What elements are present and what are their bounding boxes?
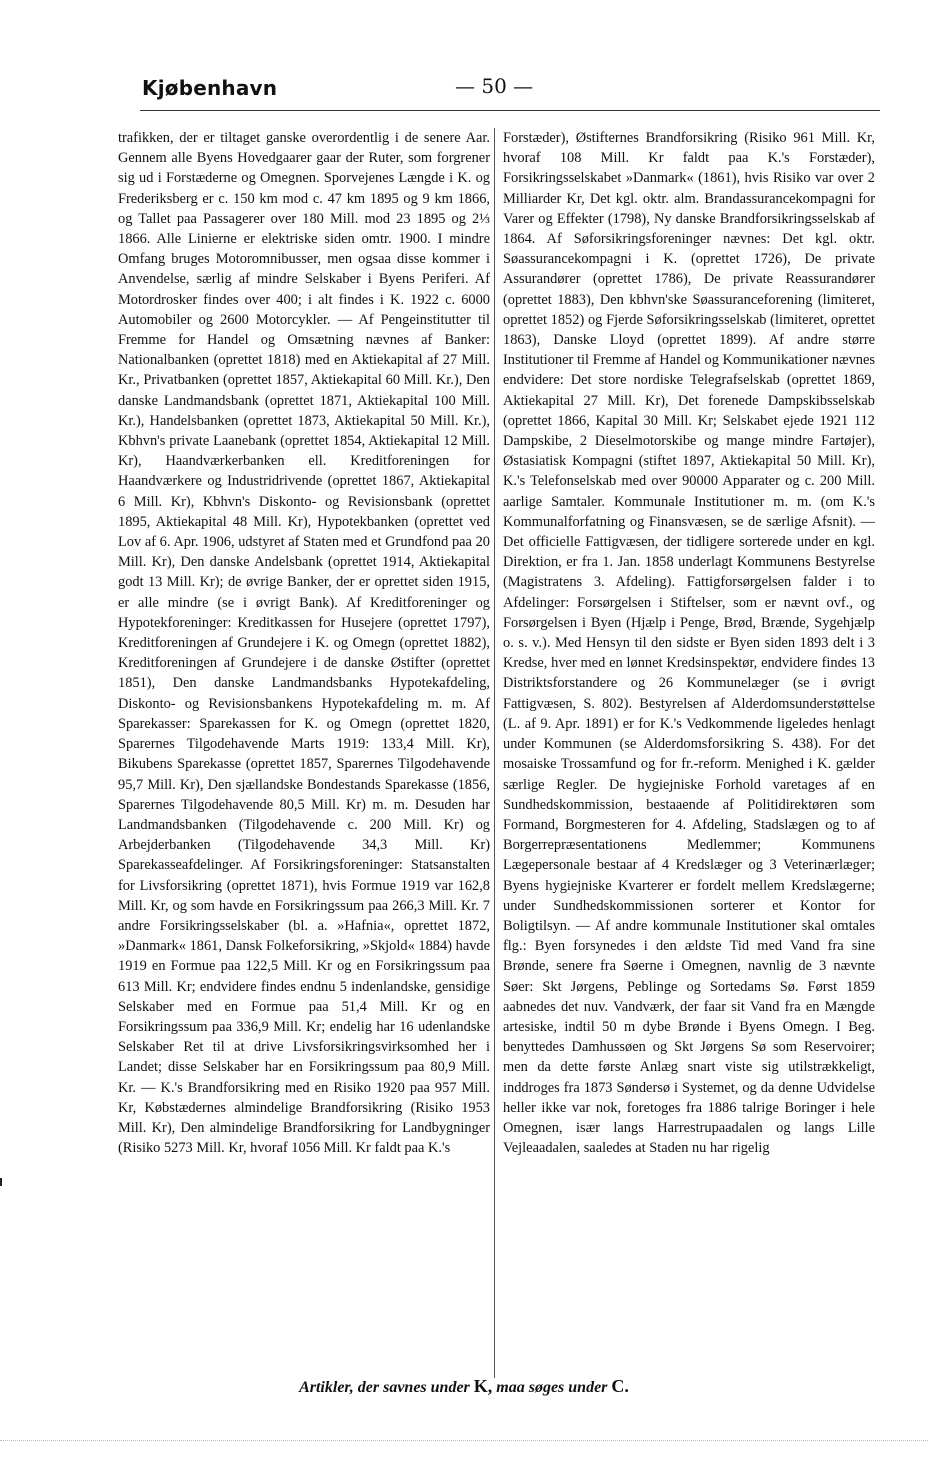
margin-mark	[0, 1178, 2, 1186]
left-column	[118, 128, 490, 1378]
footer-text-2: maa søges under	[496, 1379, 608, 1396]
footer-note	[0, 1376, 928, 1397]
right-column-text: Forstæder), Østifternes Brandforsikring (Risiko 961 Mill. Kr, hvoraf 108 Mill. Kr faldt paa K.'s Forstæder), Forsikringsselskabet »Danmark« (1861), hvis Risiko var over 2 Milliarder Kr, Det kgl. oktr. alm. Brandassurancekompagni for Varer og Effekter (1798), Ny danske Brandforsikringsselskab af 1864. Af Søforsikringsforeninger nævnes: Det kgl. oktr. Søassurancekompagni i K. (oprettet 1726), De private Assurandører (oprettet 1786), De private Reassurandører (oprettet 1883), Den kbhvn'ske Søassuranceforening (limiteret, oprettet 1852) og Fjerde Søforsikringsselskab (limiteret, oprettet 1863), Danske Lloyd (oprettet 1899). Af andre større Institutioner til Fremme af Handel og Kommunikationer nævnes endvidere: Det store nordiske Telegrafselskab (oprettet 1869, Aktiekapital 27 Mill. Kr), Det forenede Dampskibsselskab (oprettet 1866, Kapital 30 Mill. Kr; Selskabet ejede 1921 112 Dampskibe, 2 Dieselmotorskibe og mange mindre Fartøjer), Østasiatisk Kompagni (stiftet 1897, Aktiekapital 50 Mill. Kr), K.'s Telefonselskab med over 90000 Apparater og c. 200 Mill. aarlige Samtaler. Kommunale Institutioner m. m. (om K.'s Kommunalforfatning og Finansvæsen, se de særlige Afsnit). — Det officielle Fattigvæsen, der tidligere sorterede under en kgl. Direktion, er fra 1. Jan. 1858 underlagt Kommunens Bestyrelse (Magistratens 3. Afdeling). Fattigforsørgelsen falder i to Afdelinger: Forsørgelsen i Stiftelser, som er nævnt ovf., og Forsørgelsen i Byen (Hjælp i Penge, Brød, Brænde, Sygehjælp o. s. v.). Med Hensyn til den sidste er Byen siden 1893 delt i 3 Kredse, hver med en lønnet Kredsinspektør, endvidere findes 13 Distriktsforstandere og 26 Kommunelæger (se i øvrigt Fattigvæsen, S. 802). Bestyrelsen af Alderdomsunderstøttelse (L. af 9. Apr. 1891) er for K.'s Vedkommende ligeledes henlagt under Kommunen (se Alderdomsforsikring S. 438). For det mosaiske Trossamfund og for fr.-reform. Menighed i K. gælder særlige Regler. De hygiejniske Forhold varetages af en Sundhedskommission, bestaaende af Politidirektøren som Formand, Borgmesteren for 4. Afdeling, Stadslægen og to af Borgerrepræsentationens Medlemmer; Kommunens Lægepersonale bestaar af 4 Kredslæger og 3 Veterinærlæger; Byens hygiejniske Kvarterer er fordelt mellem Kredslægerne; under Sundhedskommissionen sorterer et Kontor for Boligtilsyn. — Af andre kommunale Institutioner skal omtales flg.: Byen forsynedes i den ældste Tid med Vand fra sine Brønde, senere fra Søerne i Omegnen, navnlig de 3 nævnte Søer: Skt Jørgens, Peblinge og Sortedams Sø. Først 1859 aabnedes det nuv. Vandværk, der faar sit Vand fra en Mængde artesiske, indtil 50 m dybe Brønde i Byens Omegn. I Beg. benyttedes Damhussøen og Skt Jørgens Sø som Reservoirer; men da dette første Anlæg snart viste sig utilstrækkeligt, inddroges fra 1873 Søndersø i Systemet, og da denne Udvidelse heller ikke var nok, foretoges fra 1886 talrige Boringer i hele Omegnen, især langs Harrestrupaadalen og langs Lille Vejleaadalen, saaledes at Staden nu har rigelig	[503, 130, 875, 1157]
footer-text-1: Artikler, der savnes under	[299, 1379, 470, 1396]
footer-letter-c: C.	[611, 1376, 629, 1396]
page-edge-line	[0, 1440, 928, 1441]
left-column-text: trafikken, der er tiltaget ganske overordentlig i de senere Aar. Gennem alle Byens Hovedgaarer gaar der Ruter, som forgrener sig ud i Forstæderne og Omegnen. Sporvejenes Længde i K. og Frederiksberg er c. 150 km mod c. 47 km 1895 og 9 km 1866, og Tallet paa Passagerer over 180 Mill. mod 23 1895 og 2⅓ 1866. Alle Linierne er elektriske siden omtr. 1900. I mindre Omfang bruges Motoromnibusser, men ogsaa disse kommer i Anvendelse, særlig af mindre Selskaber i Byens Periferi. Af Motordrosker findes over 400; i alt findes i K. 1922 c. 6000 Automobiler og 2600 Motorcykler. — Af Pengeinstitutter til Fremme for Handel og Omsætning nævnes af Banker: Nationalbanken (oprettet 1818) med en Aktiekapital af 27 Mill. Kr., Privatbanken (oprettet 1857, Aktiekapital 60 Mill. Kr.), Den danske Landmandsbank (oprettet 1871, Aktiekapital 100 Mill. Kr.), Handelsbanken (oprettet 1873, Aktiekapital 50 Mill. Kr.), Kbhvn's private Laanebank (oprettet 1854, Aktiekapital 12 Mill. Kr), Haandværkerbanken ell. Kreditforeningen for Haandværkere og Industridrivende (oprettet 1867, Aktiekapital 6 Mill. Kr), Kbhvn's Diskonto- og Revisionsbank (oprettet 1895, Aktiekapital 48 Mill. Kr), Hypotekbanken (oprettet ved Lov af 6. Apr. 1906, udstyret af Staten med et Grundfond paa 20 Mill. Kr), Den danske Andelsbank (oprettet 1914, Aktiekapital godt 13 Mill. Kr); de øvrige Banker, der er oprettet siden 1915, er alle mindre (se i øvrigt Bank). Af Kreditforeninger og Hypotekforeninger: Kreditkassen for Husejere (oprettet 1797), Kreditforeningen af Grundejere i K. og Omegn (oprettet 1882), Kreditforeningen af Grundejere i de danske Østifter (oprettet 1851), Den danske Landmandsbanks Hypotekafdeling, Diskonto- og Revisionsbankens Hypotekafdeling m. m. Af Sparekasser: Sparekassen for K. og Omegn (oprettet 1820, Sparernes Tilgodehavende Marts 1919: 133,4 Mill. Kr), Bikubens Sparekasse (oprettet 1857, Sparernes Tilgodehavende 95,7 Mill. Kr), Den sjællandske Bondestands Sparekasse (1856, Sparernes Tilgodehavende 80,5 Mill. Kr) m. m. Desuden har Landmandsbanken (Tilgodehavende c. 200 Mill. Kr) og Arbejderbanken (Tilgodehavende 34,3 Mill. Kr) Sparekasseafdelinger. Af Forsikringsforeninger: Statsanstalten for Livsforsikring (oprettet 1871), hvis Formue 1919 var 162,8 Mill. Kr, og som havde en Forsikringssum paa 266,3 Mill. Kr. 7 andre Forsikringsselskaber (bl. a. »Hafnia«, oprettet 1872, »Danmark« 1861, Dansk Folkeforsikring, »Skjold« 1884) havde 1919 en Formue paa 122,5 Mill. Kr og en Forsikringssum paa 613 Mill. Kr; endvidere findes endnu 5 indenlandske, gensidige Selskaber med en Formue paa 51,4 Mill. Kr og en Forsikringssum paa 336,9 Mill. Kr; endelig har 16 udenlandske Selskaber Ret til at drive Livsforsikringsvirksomhed her i Landet; disse Selskaber har en Forsikringssum paa 80,9 Mill. Kr. — K.'s Brandforsikring med en Risiko 1920 paa 957 Mill. Kr, Købstædernes almindelige Brandforsikring (Risiko 1953 Mill. Kr), Den almindelige Brandforsikring for Landbygninger (Risiko 5273 Mill. Kr, hvoraf 1056 Mill. Kr faldt paa K.'s	[118, 130, 490, 1157]
running-title: Kjøbenhavn	[142, 76, 278, 100]
footer-letter-k: K,	[473, 1376, 493, 1396]
header-rule	[140, 110, 880, 111]
column-divider	[494, 128, 495, 1378]
page-header	[0, 68, 928, 108]
right-column	[503, 128, 875, 1378]
page-number: — 50 —	[455, 74, 534, 98]
